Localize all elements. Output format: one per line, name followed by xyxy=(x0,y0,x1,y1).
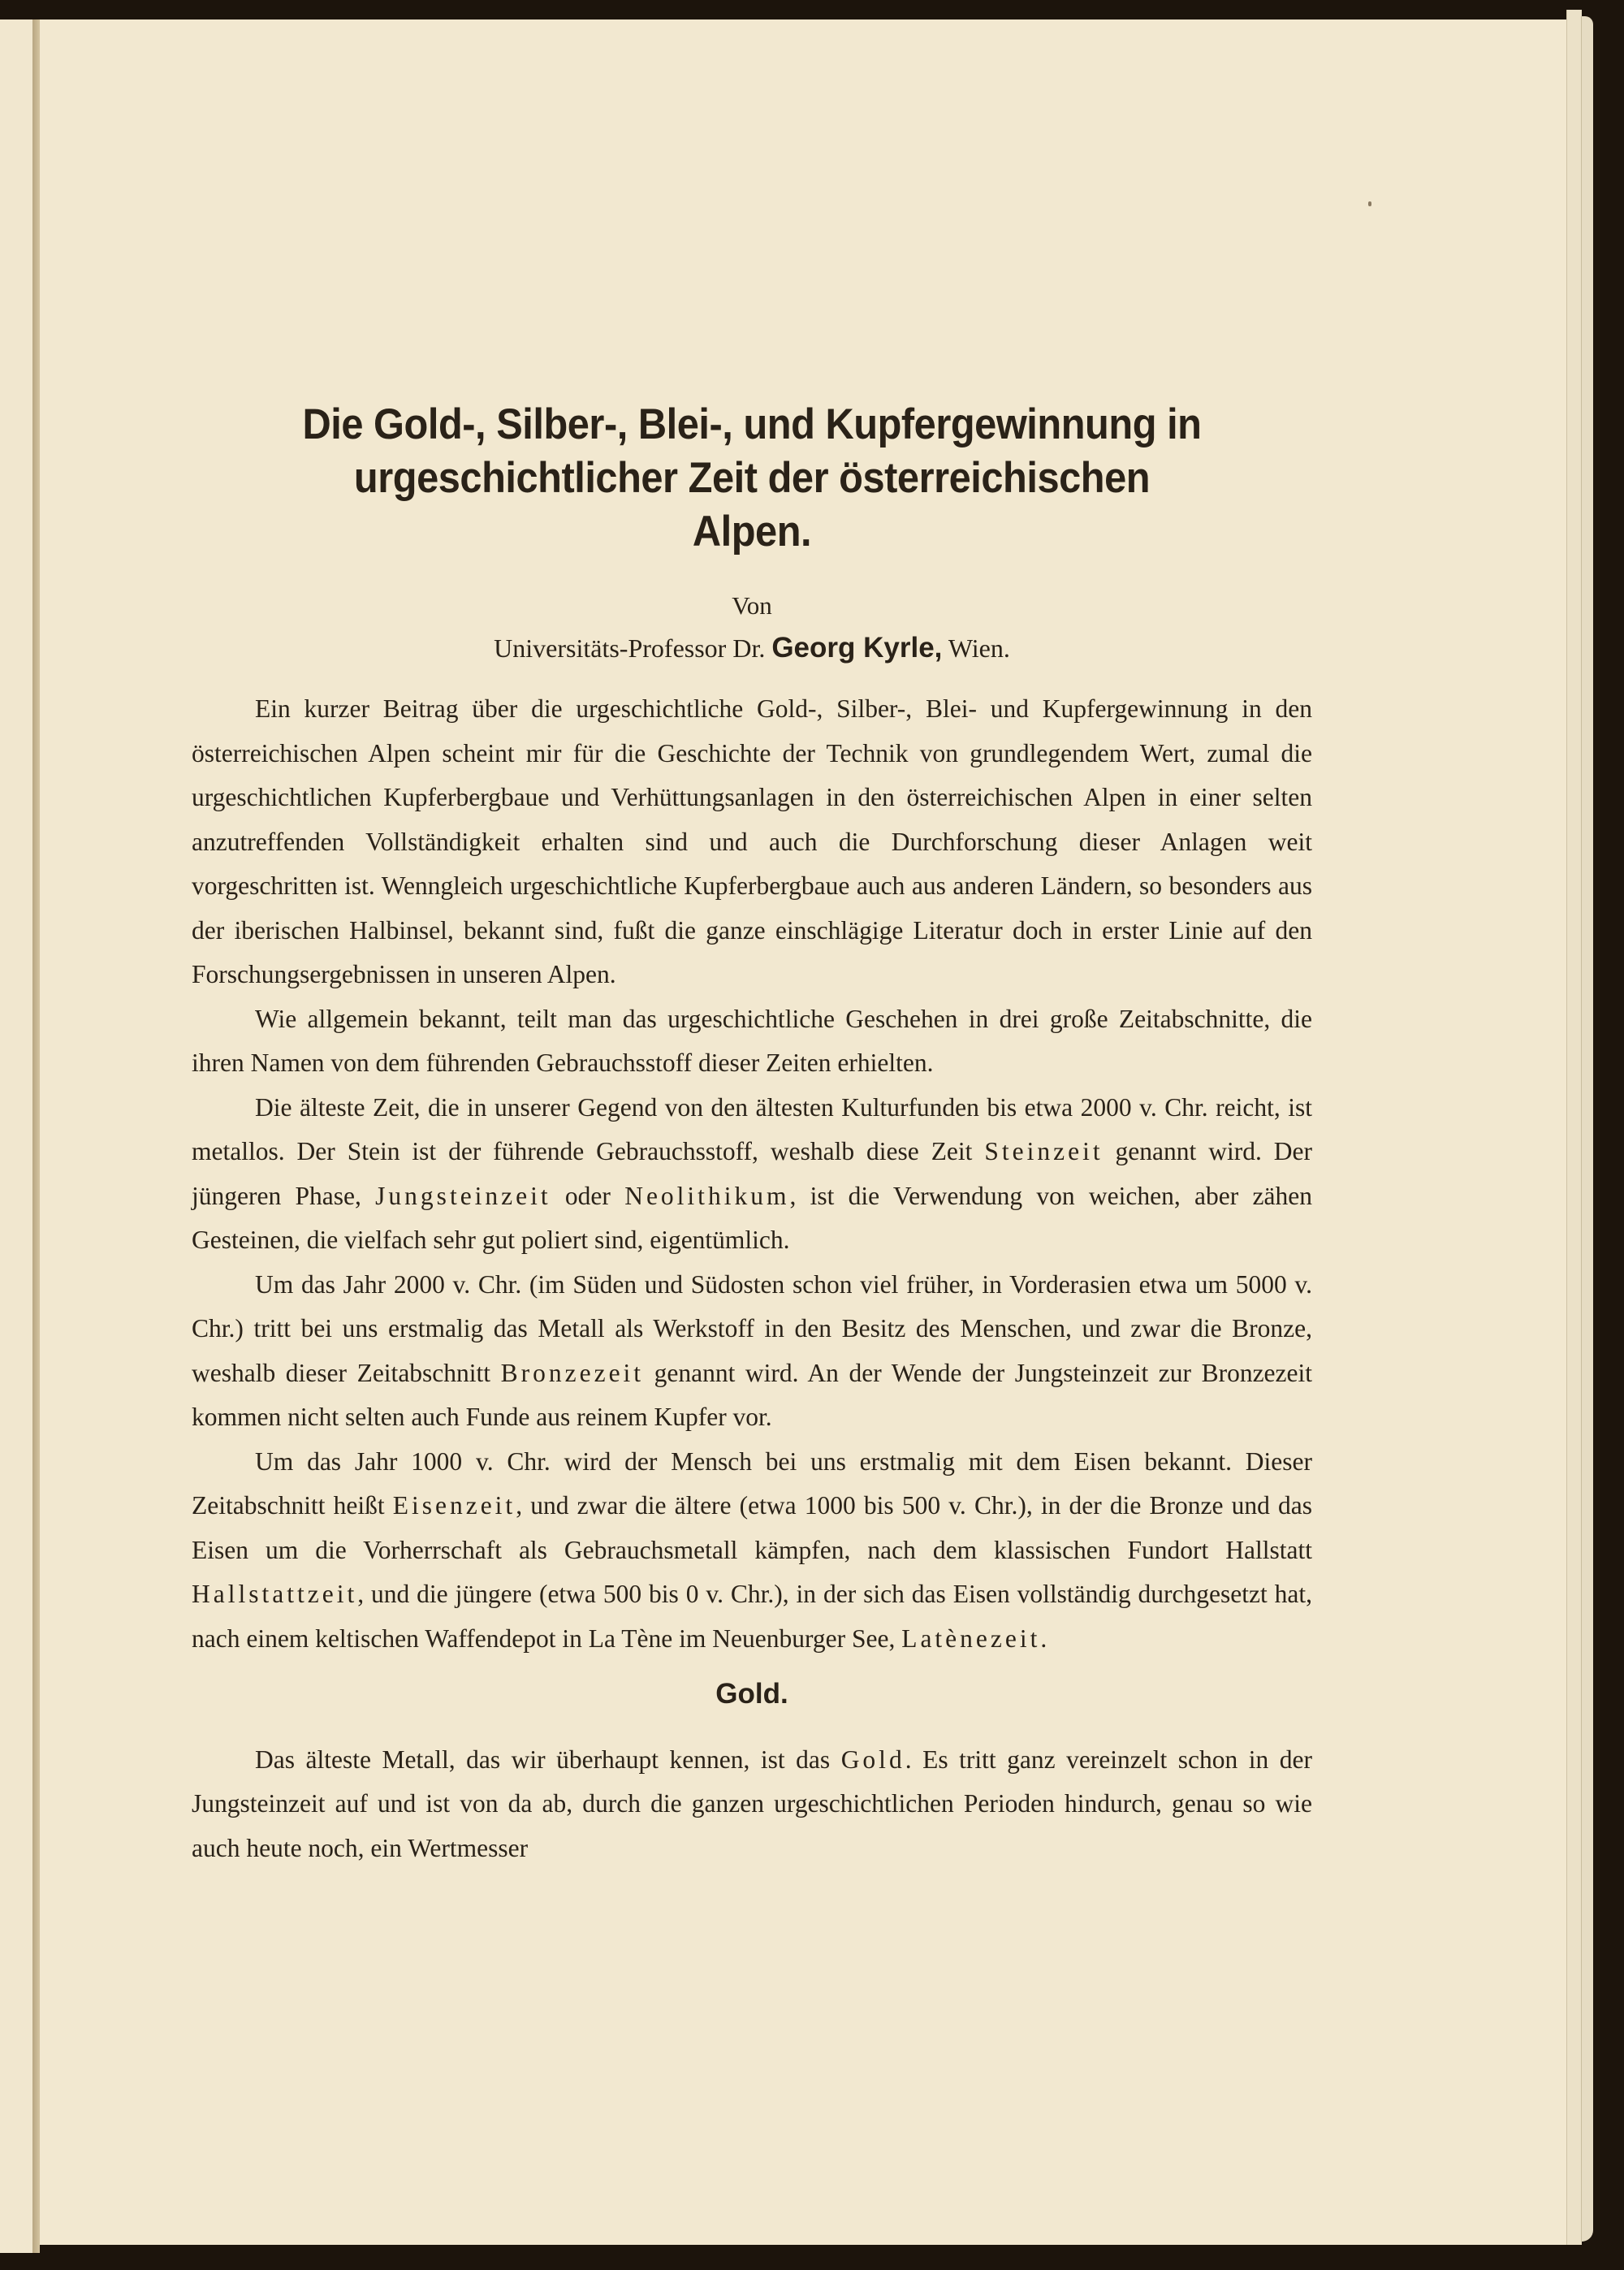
text-run: , ist die Verwendung von weichen, aber zähen Gesteinen, die vielfach sehr gut poliert sind, eigentümlich. xyxy=(192,1181,1312,1254)
byline-von: Von xyxy=(732,591,772,620)
term-latenezeit: Latènezeit xyxy=(901,1624,1041,1653)
author-title: Universitäts-Professor Dr. xyxy=(494,633,766,663)
text-run: genannt wird. An der Wende der Jungsteinzeit zur Bronzezeit kommen nicht selten auch Funde aus reinem Kupfer vor. xyxy=(192,1358,1313,1431)
paragraph xyxy=(192,1086,1312,1263)
paragraph: Wie allgemein bekannt, teilt man das urgeschichtliche Geschehen in drei große Zeitabschnitte, die ihren Namen von dem führenden Gebrauchsstoff dieser Zeiten erhielten. xyxy=(192,1004,1312,1077)
paragraph xyxy=(192,1263,1312,1440)
text-run: . Es tritt ganz vereinzelt schon in der Jungsteinzeit auf und ist von da ab, durch die ganzen urgeschichtlichen Perioden hindurch, genau so wie auch heute noch, ein Wertmesser xyxy=(192,1745,1312,1862)
term-jungsteinzeit: Jungsteinzeit xyxy=(375,1181,551,1210)
paragraph xyxy=(192,1440,1312,1662)
term-neolithikum: Neolithikum xyxy=(624,1181,790,1210)
page-stack-edge xyxy=(1581,16,1593,2242)
title-line: Die Gold-, Silber-, Blei-, und Kupfergewinnung in xyxy=(302,400,1202,448)
author-name: Georg Kyrle, xyxy=(771,632,943,664)
paragraph xyxy=(192,1738,1312,1871)
title-line: urgeschichtlicher Zeit der österreichischen xyxy=(353,454,1151,502)
previous-page-edge xyxy=(0,19,34,2253)
article-title xyxy=(236,398,1268,559)
text-run: oder xyxy=(551,1181,625,1210)
term-hallstattzeit: Hallstattzeit xyxy=(192,1580,358,1608)
book-gutter xyxy=(32,19,40,2253)
byline-author xyxy=(192,632,1312,664)
author-place: Wien. xyxy=(948,633,1010,663)
text-run: . xyxy=(1040,1624,1047,1653)
text-run: Um das Jahr 1000 v. Chr. wird der Mensch bei uns erstmalig mit dem Eisen bekannt. Dieser Zeitabschnitt heißt xyxy=(192,1446,1312,1520)
paragraph: Ein kurzer Beitrag über die urgeschichtliche Gold-, Silber-, Blei- und Kupfergewinnung in den österreichischen Alpen scheint mir für die Geschichte der Technik von grundlegendem Wert, zumal die urgeschichtlichen Kupferbergbaue und Verhüttungsanlagen in den österreichischen Alpen in einer selten anzutreffenden Vollständigkeit erhalten sind und auch die Durchforschung dieser Anlagen weit vorgeschritten ist. Wenngleich urgeschichtliche Kupferbergbaue auch aus anderen Ländern, so besonders aus der iberischen Halbinsel, bekannt sind, fußt die ganze einschlägige Literatur doch in erster Linie auf den Forschungsergebnissen in unseren Alpen. xyxy=(192,694,1312,988)
text-run: Um das Jahr 2000 v. Chr. (im Süden und Südosten schon viel früher, in Vorderasien etwa um 5000 v. Chr.) tritt bei uns erstmalig das Metall als Werkstoff in den Besitz des Menschen, und zwar die Bronze, weshalb dieser Zeitabschnitt xyxy=(192,1269,1312,1387)
term-bronzezeit: Bronzezeit xyxy=(500,1358,645,1387)
article-body xyxy=(192,687,1312,1870)
section-heading-gold: Gold. xyxy=(715,1678,788,1710)
text-run: Die älteste Zeit, die in unserer Gegend von den ältesten Kulturfunden bis etwa 2000 v. Chr. reicht, ist metallos. Der Stein ist der führende Gebrauchsstoff, weshalb diese Zeit xyxy=(192,1092,1312,1165)
term-gold: Gold xyxy=(840,1745,905,1774)
term-steinzeit: Steinzeit xyxy=(984,1137,1104,1165)
text-run: genannt wird. Der jüngeren Phase, xyxy=(192,1137,1312,1210)
page-content xyxy=(192,398,1312,1870)
page-stack-edge xyxy=(1566,10,1582,2245)
text-run: , und zwar die ältere (etwa 1000 bis 500 v. Chr.), in der die Bronze und das Eisen um die Vorherrschaft als Gebrauchsmetall kämpfen, nach dem klassischen Fundort Hallstatt xyxy=(192,1491,1312,1564)
text-run: , und die jüngere (etwa 500 bis 0 v. Chr.), in der sich das Eisen vollständig durchgesetzt hat, nach einem keltischen Waffendepot in La Tène im Neuenburger See, xyxy=(192,1580,1312,1653)
title-line: Alpen. xyxy=(692,508,812,556)
text-run: Das älteste Metall, das wir überhaupt kennen, ist das xyxy=(255,1745,841,1774)
term-eisenzeit: Eisenzeit xyxy=(392,1491,516,1520)
paper-speck xyxy=(1368,201,1371,206)
